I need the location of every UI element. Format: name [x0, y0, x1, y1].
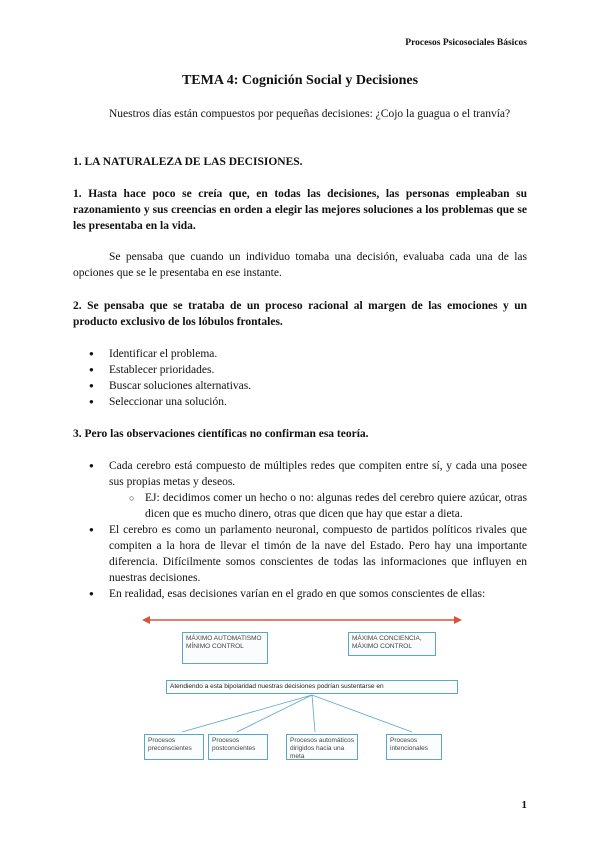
connector-line	[182, 695, 312, 732]
list-item: ● Buscar soluciones alternativas.	[73, 378, 527, 394]
process-box-intentional: Procesos intencionales	[386, 734, 442, 760]
list-item: ● Seleccionar una solución.	[73, 394, 527, 410]
arrow-head-left	[142, 616, 150, 624]
list-item	[73, 458, 527, 522]
point-3-heading: 3. Pero las observaciones científicas no confirman esa teoría.	[73, 428, 369, 440]
list-item: ● Establecer prioridades.	[73, 362, 527, 378]
observation-1-text: Cada cerebro está compuesto de múltiples redes que compiten entre sí, y cada una posee sus propias metas y deseos.	[109, 460, 527, 488]
left-pole-label: MÁXIMO AUTOMATISMO MÍNIMO CONTROL	[182, 632, 268, 664]
decision-steps-list	[73, 346, 527, 410]
process-box-automatic: Procesos automáticos dirigidos hacia una meta	[286, 734, 358, 760]
sub-list	[109, 490, 527, 522]
list-item: ● Identificar el problema.	[73, 346, 527, 362]
intro-paragraph: Nuestros días están compuestos por pequeñas decisiones: ¿Cojo la guagua o el tranvía?	[109, 108, 511, 120]
center-label: Atendiendo a esta bipolaridad nuestras decisiones podrían sustentarse en	[166, 680, 458, 694]
right-pole-label: MÁXIMA CONCIENCIA, MÁXIMO CONTROL	[348, 632, 436, 656]
connector-line	[312, 695, 315, 732]
list-item: ● En realidad, esas decisiones varían en el grado en que somos conscientes de ellas:	[73, 586, 527, 602]
section-heading: 1. LA NATURALEZA DE LAS DECISIONES.	[73, 156, 303, 168]
page-number: 1	[521, 799, 527, 811]
point-1-text: Se pensaba que cuando un individuo tomaba una decisión, evaluaba cada una de las opciones que se le presentaba en ese instante.	[73, 251, 527, 279]
list-item: ● El cerebro es como un parlamento neuronal, compuesto de partidos políticos rivales que compiten a la hora de llevar el timón de la nave del Estado. Pero hay una importante diferencia. Difícilmente somos conscientes de todas las informaciones que influyen en nuestras decisiones.	[73, 522, 527, 586]
example-item: ○ EJ: decidimos comer un hecho o no: algunas redes del cerebro quiere azúcar, otras dicen que es mucho dinero, otras que dicen que hay que estar a dieta.	[109, 490, 527, 522]
page-title: TEMA 4: Cognición Social y Decisiones	[181, 73, 419, 88]
point-1-heading: 1. Hasta hace poco se creía que, en todas las decisiones, las personas empleaban su razonamiento y sus creencias en orden a elegir las mejores soluciones a los problemas que se les presentaba en la vida.	[73, 188, 527, 232]
running-header: Procesos Psicosociales Básicos	[405, 38, 527, 48]
process-box-preconscious: Procesos preconscientes	[144, 734, 204, 760]
connector-line	[312, 695, 412, 732]
bipolarity-diagram	[142, 612, 462, 770]
observations-list	[73, 458, 527, 602]
point-2-heading: 2. Se pensaba que se trataba de un proceso racional al margen de las emociones y un producto exclusivo de los lóbulos frontales.	[73, 300, 527, 328]
process-box-postconscious: Procesos postconcientes	[208, 734, 268, 760]
arrow-head-right	[454, 616, 462, 624]
